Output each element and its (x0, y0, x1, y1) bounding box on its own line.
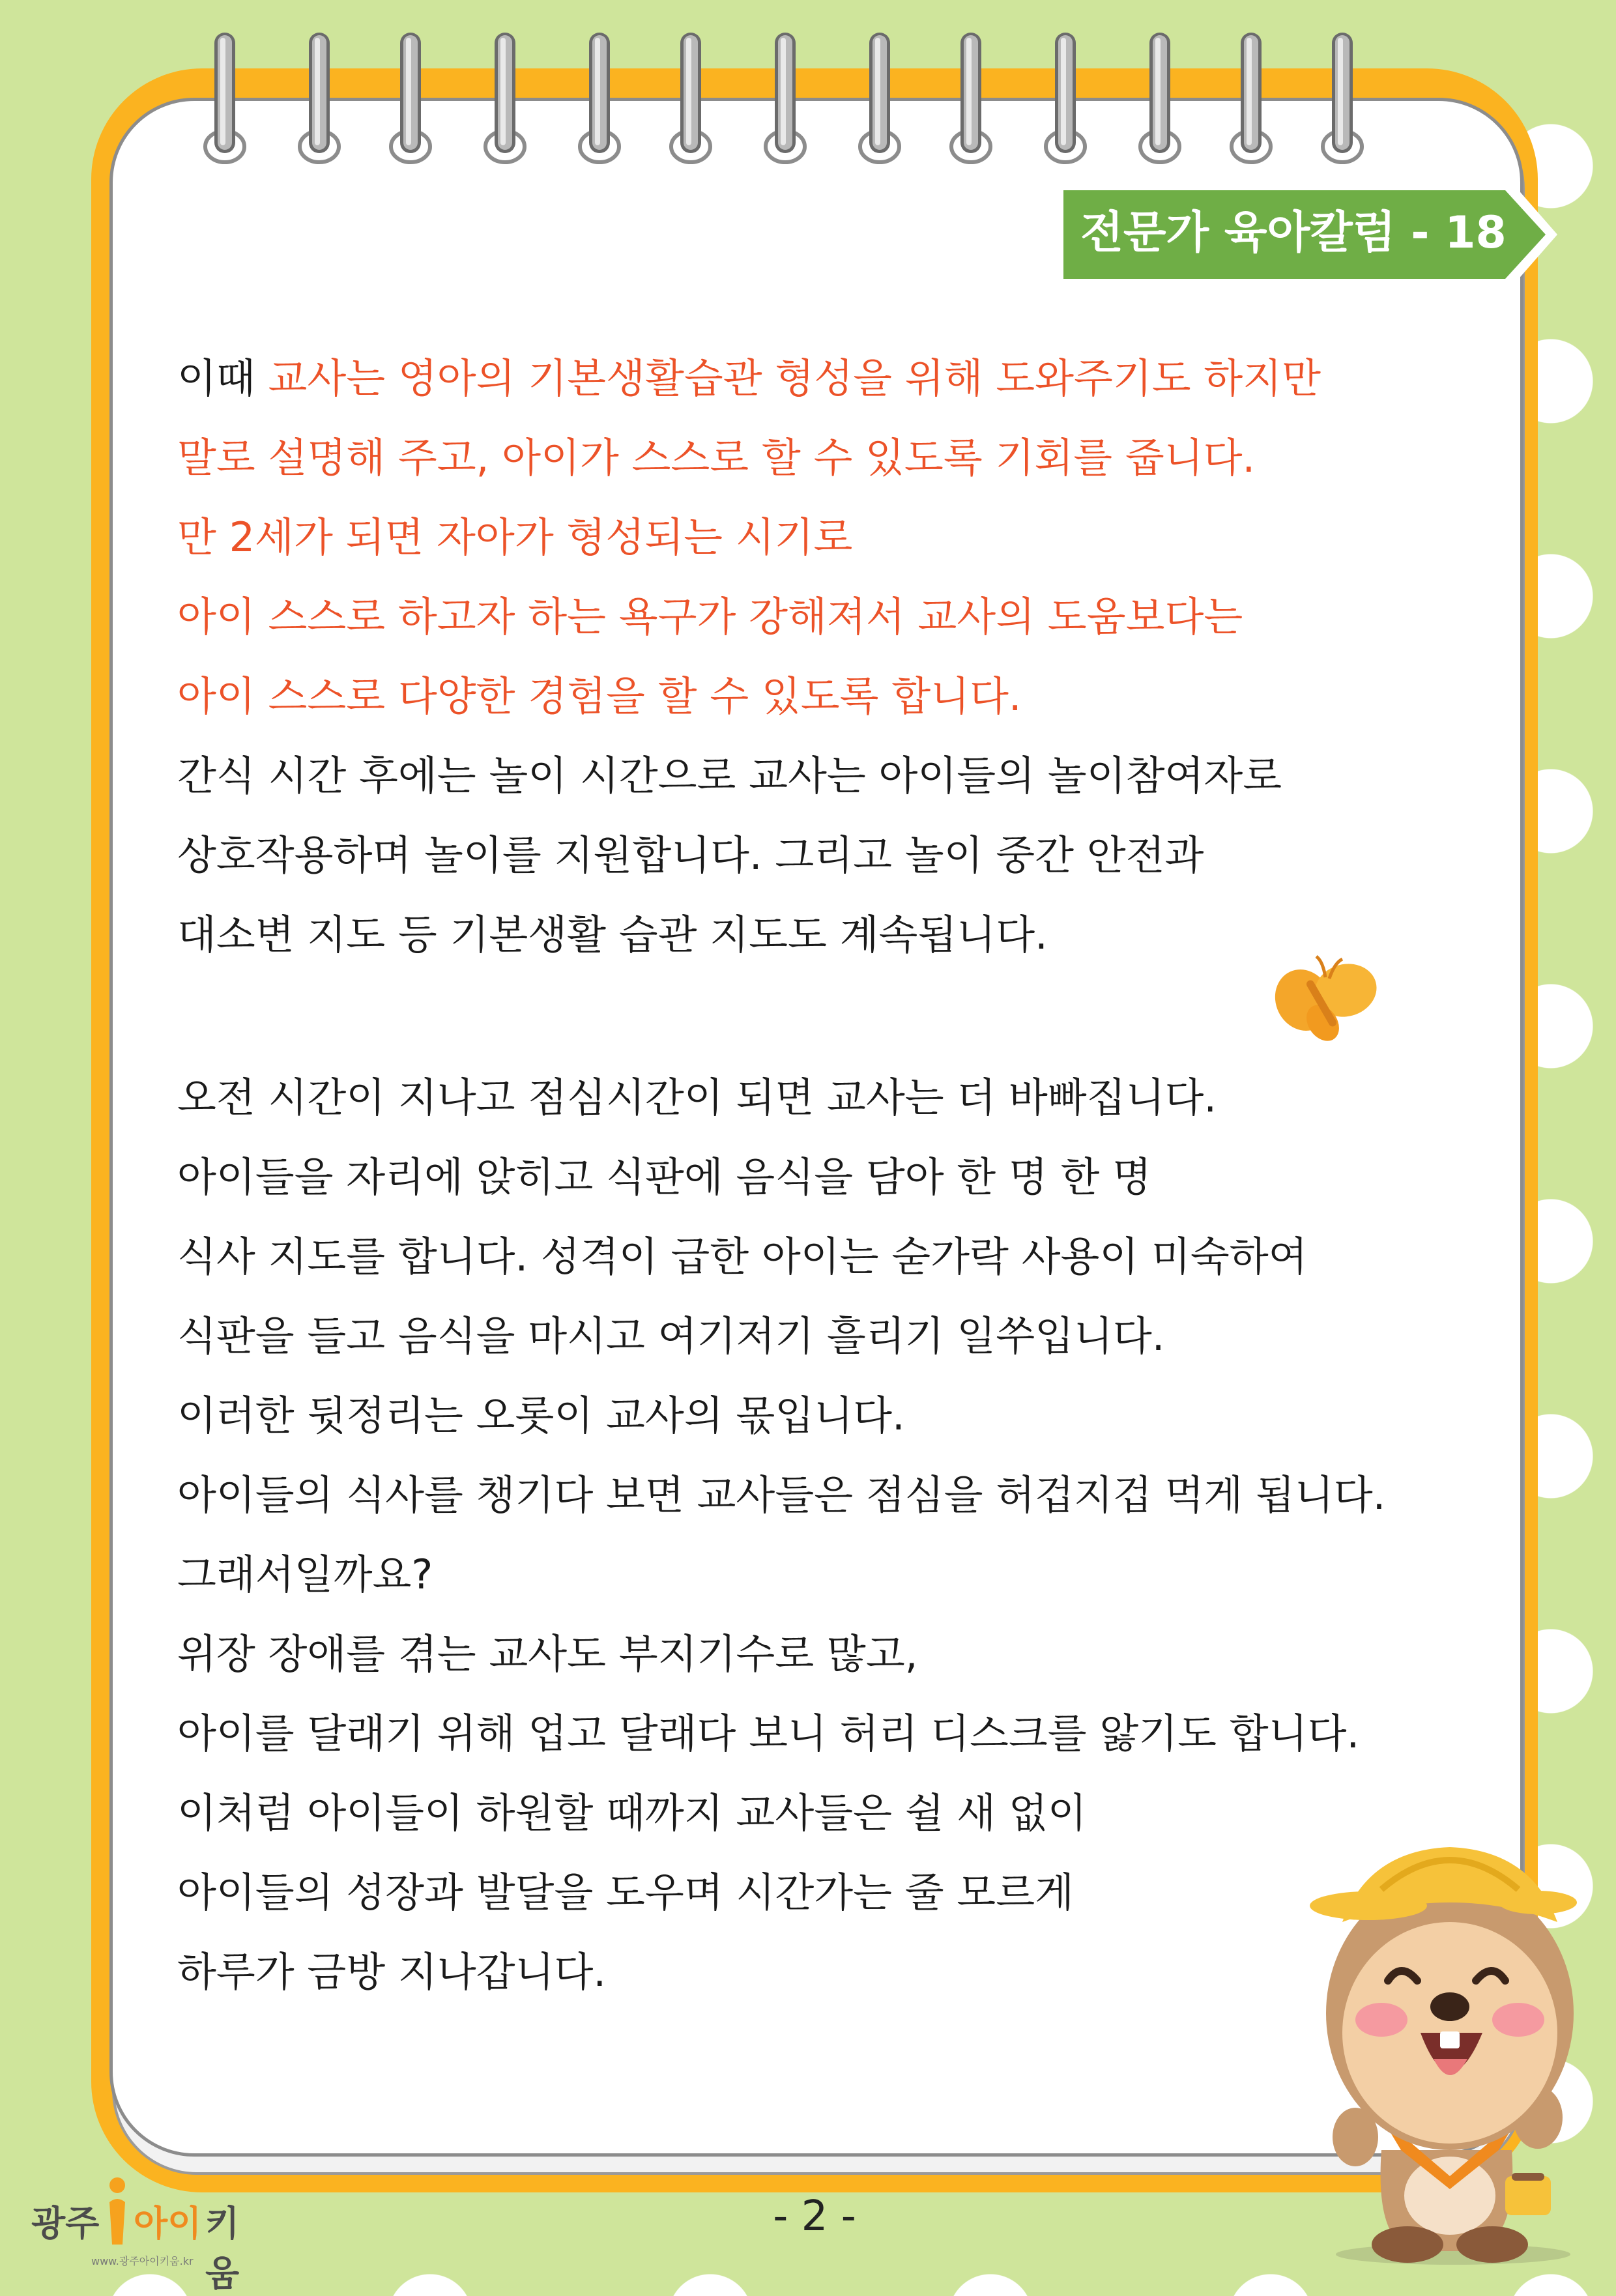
body-text: 그래서일까요? (177, 1551, 433, 1598)
text-line (177, 1853, 1474, 1932)
spiral-ring (947, 26, 994, 169)
text-line (177, 657, 1474, 736)
text-line (177, 1535, 1474, 1614)
body-text: 대소변 지도 등 기본생활 습관 지도도 계속됩니다. (177, 911, 1048, 958)
text-line (177, 1614, 1474, 1694)
highlighted-text: 말로 설명해 주고, 아이가 스스로 할 수 있도록 기회를 줍니다. (177, 434, 1256, 481)
body-text: 이처럼 아이들이 하원할 때까지 교사들은 쉴 새 없이 (177, 1789, 1087, 1837)
body-text: 아이들의 성장과 발달을 도우며 시간가는 줄 모르게 (177, 1869, 1074, 1916)
highlighted-text: 만 2세가 되면 자아가 형성되는 시기로 (177, 513, 853, 561)
spiral-ring (201, 26, 248, 169)
highlighted-text: 교사는 영아의 기본생활습관 형성을 위해 도와주기도 하지만 (268, 354, 1321, 402)
body-text: 상호작용하며 놀이를 지원합니다. 그리고 놀이 중간 안전과 (177, 831, 1204, 879)
brand-logo (26, 2176, 261, 2294)
spiral-ring (856, 26, 903, 169)
spiral-ring (1228, 26, 1275, 169)
text-line (177, 1058, 1474, 1138)
spiral-ring (1042, 26, 1089, 169)
butterfly-icon (1271, 951, 1381, 1049)
body-text: 이러한 뒷정리는 오롯이 교사의 몫입니다. (177, 1392, 905, 1439)
page-number: - 2 - (773, 2192, 856, 2241)
body-text: 아이들의 식사를 챙기다 보면 교사들은 점심을 허겁지겁 먹게 됩니다. (177, 1471, 1386, 1519)
body-text: 오전 시간이 지나고 점심시간이 되면 교사는 더 바빠집니다. (177, 1074, 1217, 1121)
text-line (177, 577, 1474, 657)
logo-text-grow: 키움 (205, 2203, 240, 2294)
spiral-ring (762, 26, 809, 169)
body-text: 아이들을 자리에 앉히고 식판에 음식을 담아 한 명 한 명 (177, 1153, 1151, 1201)
text-line (177, 1138, 1474, 1217)
text-line (177, 736, 1474, 816)
article-body (177, 339, 1474, 2012)
text-line (177, 1694, 1474, 1773)
logo-figure-icon (104, 2176, 130, 2248)
spiral-ring (1319, 26, 1366, 169)
spiral-ring (296, 26, 343, 169)
body-text: 식판을 들고 음식을 마시고 여기저기 흘리기 일쑤입니다. (177, 1312, 1165, 1360)
text-line (177, 1456, 1474, 1535)
text-line (177, 1932, 1474, 2012)
text-line (177, 1297, 1474, 1376)
logo-text-child: 아이 (134, 2203, 202, 2244)
text-line (177, 1217, 1474, 1297)
spiral-ring (482, 26, 528, 169)
text-line (177, 1376, 1474, 1456)
text-line (177, 339, 1474, 418)
body-text: 하루가 금방 지나갑니다. (177, 1948, 607, 1996)
column-title: 전문가 육아칼럼 - 18화 (1080, 207, 1507, 337)
bear-mascot (1303, 1811, 1590, 2267)
body-text: 위장 장애를 겪는 교사도 부지기수로 많고, (177, 1630, 918, 1678)
body-text: 식사 지도를 합니다. 성격이 급한 아이는 숟가락 사용이 미숙하여 (177, 1233, 1308, 1280)
highlighted-text: 아이 스스로 하고자 하는 욕구가 강해져서 교사의 도움보다는 (177, 593, 1243, 640)
logo-url: www.광주아이키움.kr (91, 2255, 194, 2267)
body-text: 이때 (177, 354, 268, 402)
body-text: 간식 시간 후에는 놀이 시간으로 교사는 아이들의 놀이참여자로 (177, 752, 1282, 799)
body-text: 아이를 달래기 위해 업고 달래다 보니 허리 디스크를 앓기도 합니다. (177, 1710, 1360, 1757)
spiral-ring (667, 26, 714, 169)
highlighted-text: 아이 스스로 다양한 경험을 할 수 있도록 합니다. (177, 672, 1022, 720)
text-line (177, 418, 1474, 498)
text-line (177, 498, 1474, 577)
text-line (177, 1773, 1474, 1853)
spiral-ring (1136, 26, 1183, 169)
logo-text-region: 광주 (31, 2203, 100, 2244)
text-line (177, 816, 1474, 895)
spiral-ring (576, 26, 623, 169)
spiral-ring (387, 26, 434, 169)
